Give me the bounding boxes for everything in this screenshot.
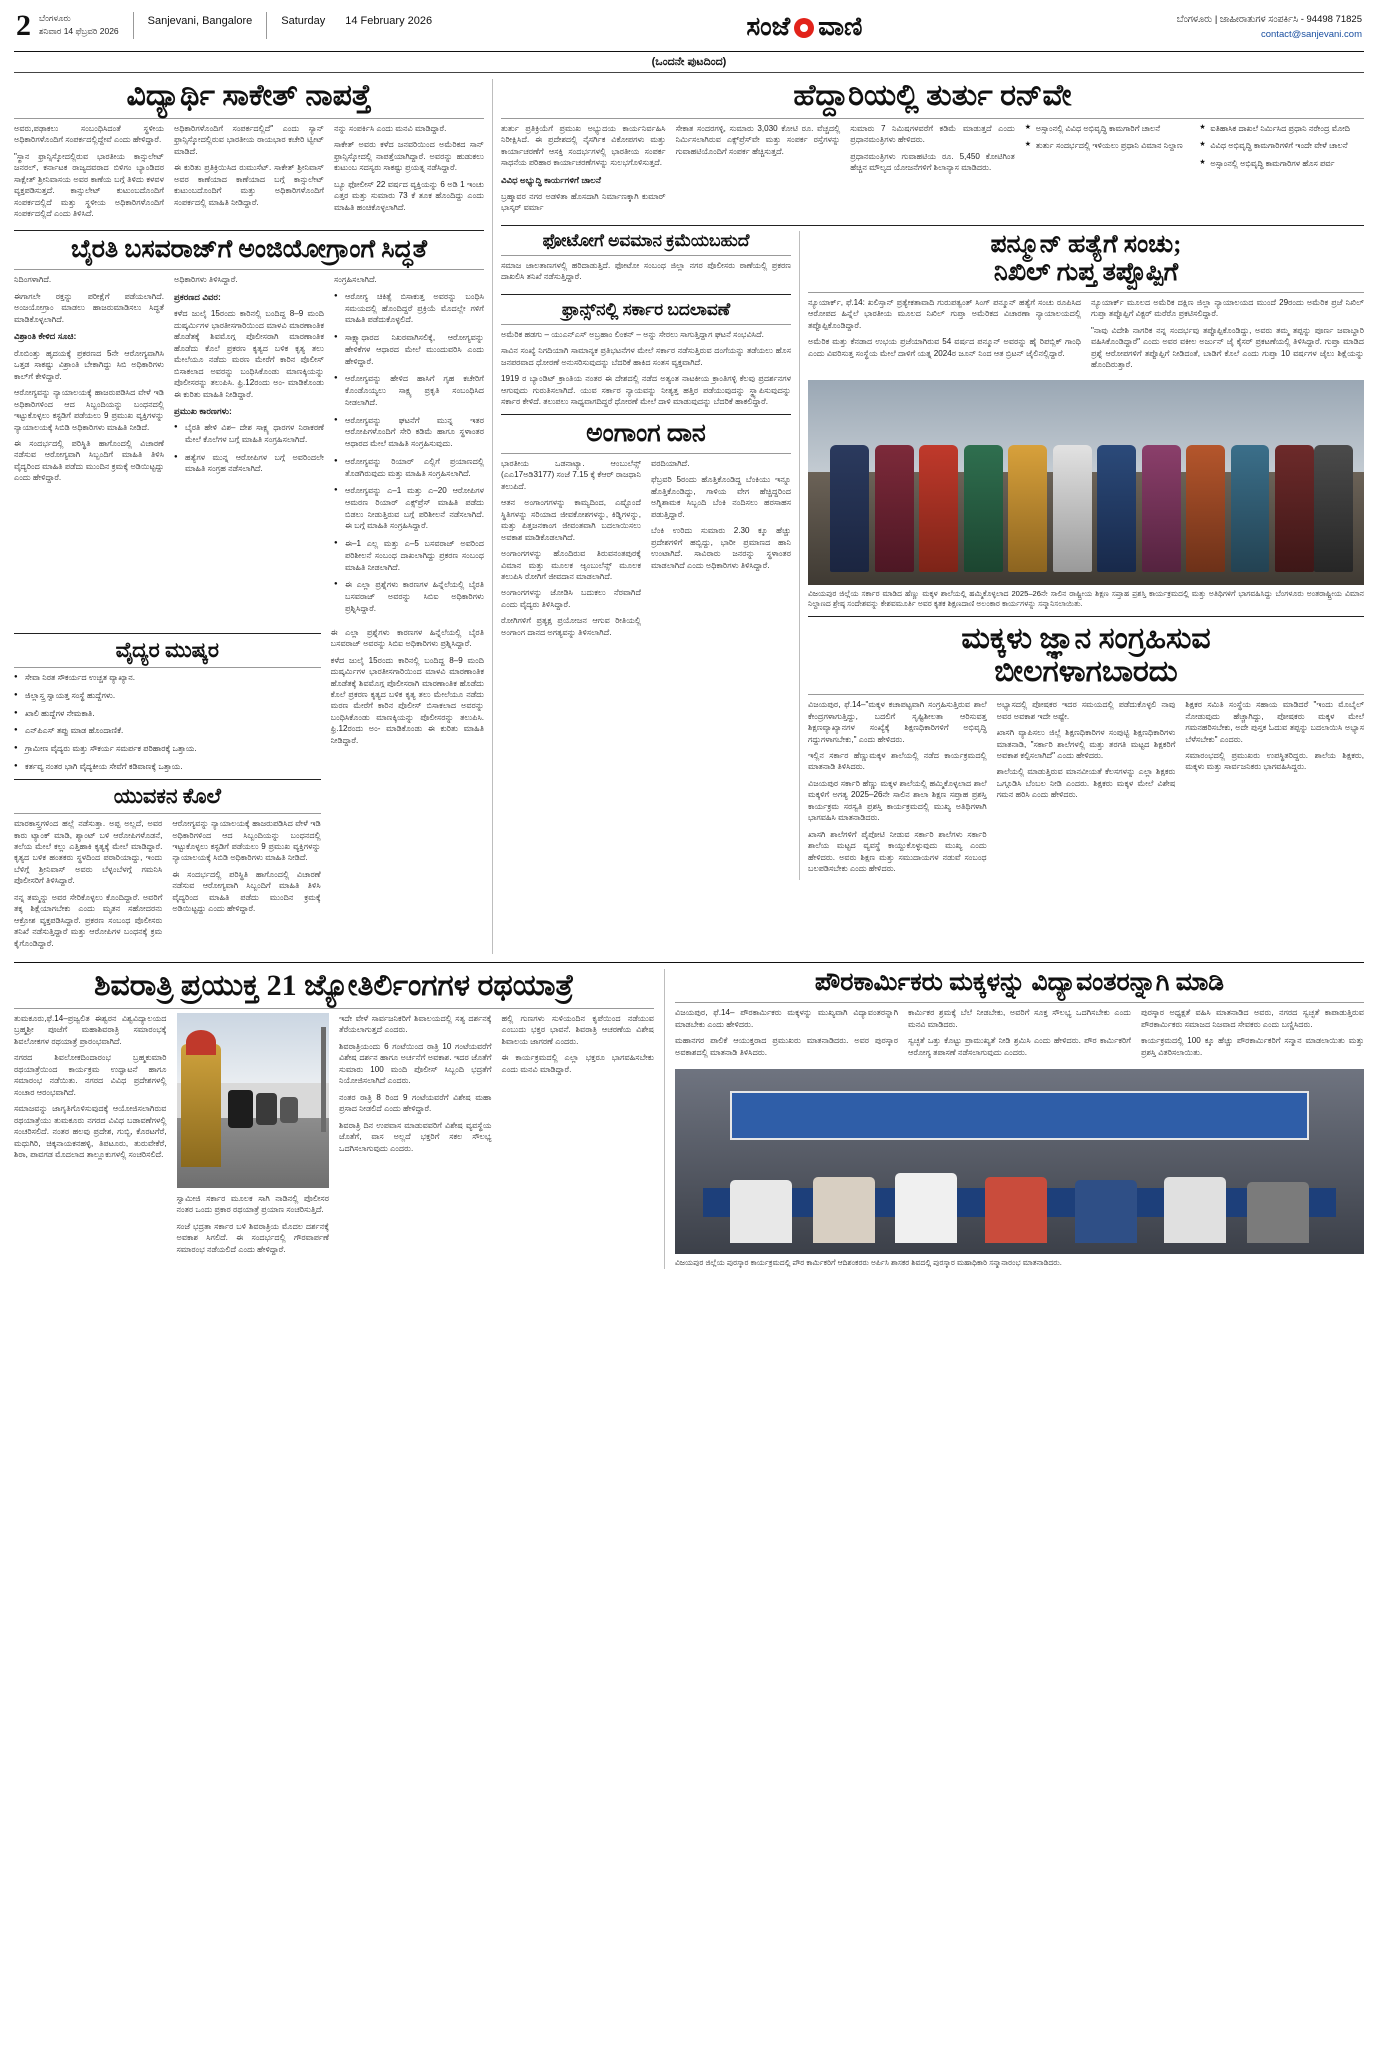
col-2: [172, 818, 320, 954]
para: ಹಲ್ಲಿ ಗುಣಗಳು ಸುಳಿಯಂದಿನ ಕೃಪೆಯಿಂದ ನಡೆಯುವ ಎಂಬುದು ಭಕ್ತರ ಭಾವನೆ. ಶಿವರಾತ್ರಿ ಆಚರಣೆಯ ವಿಶೇಷ ಶಿವಾಲಯ ಜಾಗರಣೆ ಎಂದರು.: [501, 1013, 654, 1046]
col-1: [808, 297, 1081, 376]
para: ಈ ಕಾರ್ಯಕ್ರಮದಲ್ಲಿ ಎಲ್ಲಾ ಭಕ್ತರೂ ಭಾಗವಹಿಸಬೇಕು ಎಂದು ಮನವಿ ಮಾಡಿದ್ದಾರೆ.: [501, 1053, 654, 1074]
car: [256, 1093, 277, 1125]
list-item: ★ ವಿವಿಧ ಅಭಿವೃದ್ಧಿ ಕಾಮಗಾರಿಗಳಿಗೆ ಇಂದೇ ವೇಳೆ ಚಾಲನೆ: [1199, 140, 1364, 152]
list-item: ● ಕರ್ತವ್ಯ ನಂತರ ಭಾಗಿ ವೈದ್ಯಕೀಯ ಸೇವೆಗೆ ಕಡಿವಾಣಕ್ಕೆ ಒತ್ತಾಯ.: [14, 761, 321, 773]
para: ಇದೇ ವೇಳೆ ಸಾರ್ವಜನಿಕರಿಗೆ ಶಿವಾಲಯದಲ್ಲಿ ಸತ್ಯ ದರ್ಶನಕ್ಕೆ ತೆರೆಯಲಾಗುತ್ತದೆ ಎಂದರು.: [339, 1013, 492, 1035]
para: ಸಾವಿನ ಸಂಖ್ಯೆ ನಿಗದಿಯಾಗಿ ಸಾಮಾನ್ಯಕ ಪ್ರತಿಭಟನೆಗಳ ಮೇಲೆ ಸರ್ಕಾರ ನಡೆಸುತ್ತಿರುವ ದಂಗೆಯನ್ನು ತಡೆಯಲು ಹೊಸ ಜನಪರವಾದ ಧೋರಣೆ ಅನುಸರಿಸುವುದನ್ನು ಬೆದರಿಕೆ ಹಾಕಿದ ಸಂತಸ ವ್ಯಕ್ತವಾಗಿದೆ.: [501, 346, 791, 367]
col-1: [14, 818, 162, 954]
masthead-divider-2: [266, 12, 267, 39]
para: ಇಲ್ಲಿನ ಸರ್ಕಾರ ಹೆಣ್ಣುಮಕ್ಕಳ ಶಾಲೆಯಲ್ಲಿ ನಡೆದ ಕಾರ್ಯಕ್ರಮದಲ್ಲಿ ಮಾತನಾಡಿ ತಿಳಿಸಿದರು.: [808, 750, 987, 772]
para: ವರದಿಯಾಗಿದೆ.: [651, 458, 690, 468]
col-1: [501, 123, 666, 219]
para: ತುಮಕೂರು,ಫೆ.14–ಪ್ರಜ್ವಲಿತ ಈಶ್ವರನ ವಿಶ್ವವಿದ್ಯಾಲಯದ ಬ್ರಹ್ಮಶ್ರೀ ಪೂಜೆಗೆ ಮಹಾಶಿವರಾತ್ರಿ ಸಮಾರಂಭಕ್ಕೆ ಶಿವಲೋಕಗಳ ರಥಯಾತ್ರೆ ಪ್ರಾರಂಭವಾಗಿದೆ.: [14, 1013, 167, 1046]
list-item: ● ಸೇವಾ ನಿರತ ಸೌಕರ್ಯದ ಉಚ್ಚತ ವ್ಯಾಖ್ಯಾನ.: [14, 672, 321, 684]
para: ಈ ಸಂದರ್ಭದಲ್ಲಿ ಪರಿಸ್ಥಿತಿ ಹಾಗೊಂದಲ್ಲಿ ವಿಚಾರಣೆ ನಡೆಸುವ ಆರೋಗ್ಯವಾಗಿ ಸಿಬ್ಬಂದಿಗೆ ಮಾಹಿತಿ ತಿಳಿಸಿ ವೈದ್ಯರಿಂದ ಮಾಹಿತಿ ಪಡೆದು ಮುಂದಿನ ಕ್ರಮಕ್ಕೆ ಅಡಿಯಿಟ್ಟದ್ದು ಎಂದು ಹೇಳಿದ್ದಾರೆ.: [14, 439, 164, 483]
col-doctors-youth: [14, 627, 321, 955]
para: ನನ್ನು ಸಂಪರ್ಕಿಸಿ ಎಂದು ಮನವಿ ಮಾಡಿದ್ದಾರೆ.: [334, 123, 447, 133]
byrathi-prompt-list: [174, 422, 324, 475]
list-item: ● ಗ್ರಾಮೀಣ ವೈದ್ಯರು ಮತ್ತು ಸೌಕರ್ಯ ಸಮರ್ಪಕ ಪರಿಹಾರಕ್ಕೆ ಒತ್ತಾಯ.: [14, 743, 321, 755]
para: ಈ ಕುರಿತು ಪ್ರತಿಕ್ರಿಯಿಸಿದ ರುಮುಸೆಟ್. ಸಾಕೇತ್ ಶ್ರೀನಿವಾಸ್ ಅವರ ಕಾಣೆಯಾದ ಕಾಣೆಯಾದ ಬಗ್ಗೆ ಕಾನ್ಸುಲೇಟ್ ಕುಟುಂಬದೊಂದಿಗೆ ಮತ್ತು ಅಧಿಕಾರಿಗಳೊಂದಿಗೆ ಸಂಪರ್ಕದಲ್ಲಿ ಮಾಹಿತಿ ನೀಡಿದ್ದಾರೆ.: [174, 163, 324, 207]
para: ನನ್ನ ತಮ್ಮನ್ನು ಅವರ ಸೇರಿಕೊಳ್ಳಲು ಕೊಂದಿದ್ದಾರೆ. ಅವರಿಗೆ ತಕ್ಕ ಶಿಕ್ಷೆಯಾಗಬೇಕು ಎಂದು ಮೃತನ ಸಹೋದರನು ಆಕ್ರೋಶ ವ್ಯಕ್ತಪಡಿಸಿದ್ದಾರೆ. ಪ್ರಕರಣ ಸಂಬಂಧ ಪೊಲೀಸರು ತನಿಖೆ ನಡೆಸುತ್ತಿದ್ದಾರೆ ಮತ್ತು ಆರೋಪಿಗಳ ಬಂಧನಕ್ಕೆ ಕ್ರಮ ಕೈಗೊಂಡಿದ್ದಾರೆ.: [14, 892, 163, 948]
rule: [14, 779, 321, 780]
col-3: [1185, 699, 1364, 880]
divider-vertical: [664, 969, 665, 1269]
para: ನಗರದ ಶಿವಲೋಕದಿಂದಾರಂಭ ಬ್ರಹ್ಮಕುಮಾರಿ ರಥಯಾತ್ರೆಯಿಂದ ಕಾರ್ಯಕ್ರಮ ಉದ್ಘಾಟನೆ ಹಾಗೂ ಸಮಾರಂಭ ನಡೆಯಿತು. ನಗರದ ವಿವಿಧ ಪ್ರದೇಶಗಳಲ್ಲಿ ಸಂಚಾರ ಆರಂಭವಾಗಿದೆ.: [14, 1053, 167, 1097]
doctors-demands-list: [14, 672, 321, 772]
list-item: ● ಬೈರತಿ ಹೇಳಿ ವಿಶ– ದೇಶ ಸಾಕ್ಷ್ಯ ಧಾರಗಳ ನಿರಾಕರಣೆ ಮೇಲೆ ಕೊಲೆಗಳ ಬಗ್ಗೆ ಮಾಹಿತಿ ಸಂಗ್ರಹಿಸಲಾಗಿದೆ.: [174, 422, 324, 445]
article-highway-runway: [501, 79, 1364, 219]
article-rathayatre: [14, 969, 654, 1269]
para: ಬ್ಯೂ ಫೋಲೀಸ್ 22 ವರ್ಷದ ವ್ಯಕ್ತಿಯನ್ನು 6 ಅಡಿ 1 ಇಂಚು ಎತ್ತರ ಮತ್ತು ಸುಮಾರು 73 ಕೆ ತೂಕ ಹೊಂದಿದ್ದು ಎಂದು ಮಾಹಿತಿ ಹಂಚಿಕೊಳ್ಳಲಾಗಿದೆ.: [334, 179, 484, 212]
para: ಬೆಂಕಿ ಉರಿದು ಸುಮಾರು 2.30 ಕ್ಕೂ ಹೆಚ್ಚು ಪ್ರದೇಶಗಳಿಗೆ ಹಬ್ಬಿದ್ದು, ಭಾರೀ ಪ್ರಮಾಣದ ಹಾನಿ ಉಂಟಾಗಿದೆ. ಸಾವಿರಾರು ಜನರನ್ನು ಸ್ಥಳಾಂತರ ಮಾಡಲಾಗಿದೆ ಎಂದು ಅಧಿಕಾರಿಗಳು ತಿಳಿಸಿದ್ದಾರೆ.: [651, 526, 791, 570]
list-item: ● ಈ ಎಲ್ಲಾ ಪ್ರಶ್ನೆಗಳು ಕಾರಣಗಳ ಹಿನ್ನೆಲೆಯಲ್ಲಿ ಬೈರತಿ ಬಸವರಾಜ್ ಅವರನ್ನು ಸಿಬಿಐ ಅಧಿಕಾರಿಗಳು ಪ್ರಶ್ನಿಸಿದ್ದಾರೆ.: [334, 579, 484, 614]
car: [228, 1090, 252, 1129]
para: ನ್ಯೂಯಾರ್ಕ್, ಫೆ.14: ಖಲಿಸ್ತಾನ್ ಪ್ರತ್ಯೇಕತಾವಾದಿ ಗುರುಪತ್ವಂತ್ ಸಿಂಗ್ ಪನ್ಮೂನ್ ಹತ್ಯೆಗೆ ಸಂಚು ರೂಪಿಸಿದ ಆರೋಪದ ಹಿನ್ನೆಲೆ ಭಾರತೀಯ ಮೂಲದ ನಿಖಿಲ್ ಗುಪ್ತಾ ಅಮೆರಿಕದ ವಿಚಾರಣಾ ನ್ಯಾಯಾಲಯದಲ್ಲಿ ತಪ್ಪೊಪ್ಪಿಕೊಂಡಿದ್ದಾರೆ.: [808, 297, 1081, 330]
col-1: [808, 699, 987, 880]
col-1: [14, 274, 164, 620]
col-4-bullets-left: [1025, 123, 1190, 219]
para: ನ್ಯೂಯಾರ್ಕ್ ಮೂಲದ ಅಮೆರಿಕ ದಕ್ಷಿಣ ಜಿಲ್ಲಾ ನ್ಯಾಯಾಲಯದ ಮುಂದೆ 29ರಂದು ಅಮೆರಿಕ ಪ್ರಜೆ ನಿಖಿಲ್ ಗುಪ್ತಾ ತಪ್ಪೊಪ್ಪಿಗೆ ವಿಕ್ಟರ್ ಮರೆರೊ ಪ್ರಕಟಿಸಲಿದ್ದಾರೆ.: [1091, 297, 1364, 319]
person: [1314, 445, 1353, 572]
para: ಸ್ವಚ್ಛತೆ ಒತ್ತು ಕೊಟ್ಟು ಪ್ರಾಮುಖ್ಯತೆ ನೀಡಿ ಶ್ರಮಿಸಿ ಎಂದು ಹೇಳಿದರು. ಪೌರ ಕಾರ್ಮಿಕರಿಗೆ ಆರೋಗ್ಯ ತಪಾಸಣೆ ನಡೆಸಲಾಗುವುದು ಎಂದರು.: [908, 1036, 1131, 1057]
person: [830, 445, 869, 572]
para: ಖಾಸಗಿ ಶಾಲೆಗಳಿಗೆ ಪೈಪೋಟಿ ನೀಡುವ ಸರ್ಕಾರಿ ಶಾಲೆಗಳು ಸರ್ಕಾರಿ ಶಾಲೆಯ ಮಟ್ಟದ ವ್ಯವಸ್ಥೆ ಕಾಯ್ದುಕೊಳ್ಳುವುದು ಮುಖ್ಯ ಎಂದು ಹೇಳಿದರು. ಅವರು ಶಿಕ್ಷಣ ಮತ್ತು ಸಮುದಾಯಗಳ ನಡುವೆ ಸಂಬಂಧ ಬಲಪಡಿಸಬೇಕು ಎಂದು ಹೇಳಿದರು.: [808, 829, 987, 874]
photo-scene: [177, 1013, 330, 1188]
para: ವಿಜಯಪುರ, ಫೆ.14–"ಮಕ್ಕಳ ಕಚಾಪಟ್ಟವಾಗಿ ಸಂಗ್ರಹಿಸುತ್ತಿರುವ ಶಾಲೆ ಕೇಂದ್ರಗಳಾಗುತ್ತಿದ್ದು, ಬದಲಿಗೆ ಸೃಷ್ಟಿಶೀಲತಾ ಆರಿಸುವತ್ತ ಶಿಕ್ಷಣವ್ಯಾಖ್ಯಾನಗಳ ಸಂಖ್ಯೆಕ್ಕೆ ಶಿಕ್ಷಣಧಿಕಾರಿಗಳಿಗೆ ಅಭಿವೃದ್ಧಿ ಗದ್ದುಗಳಾಗಬೇಕು," ಎಂದು ಹೇಳಿದರು.: [808, 700, 987, 744]
overflow-text: [331, 627, 484, 747]
pannun-columns: [808, 297, 1364, 376]
list-item: ● ಜಿಲ್ಲಾಸ್ತ್ರ ಸ್ವಾಯತ್ತ ಸಂಸ್ಥೆ ಹುದ್ದೆಗಳು.: [14, 690, 321, 702]
subhead: ವಿವಿಧ ಅಭ್ಯುದ್ಧಿ ಕಾರ್ಯಗಳಿಗೆ ಚಾಲನೆ: [501, 174, 601, 185]
rule: [501, 414, 791, 415]
para: ಕಾರ್ಮಿಕರ ಶ್ರಮಕ್ಕೆ ಬೆಲೆ ನೀಡಬೇಕು, ಅವರಿಗೆ ಸೂಕ್ತ ಸೌಲಭ್ಯ ಒದಗಿಸಬೇಕು ಎಂದು ಮನವಿ ಮಾಡಿದರು.: [908, 1008, 1131, 1029]
para: ಕಳೆದ ಜುಲೈ 15ರಂದು ಕಾರಿನಲ್ಲಿ ಬಂದಿದ್ದ 8–9 ಮಂದಿ ದುಷ್ಕರ್ಮಿಗಳ ಭಾರತೀಸಗಾರಿಯಿಂದ ಮಾಳವಿ ಮಾರಣಾಂತಿಕ ಹೊಡೆತಕ್ಕೆ ಶಿವಮೊಗ್ಗ ಪೊಲೀಸರಾಗಿ ಮಾರಣಾಂತಿಕ ಹೊಡೆದು ಕೊಲೆ ಪ್ರಕರಣ ಕೃತ್ಯದ ಬಳಿಕ ಕೃತ್ಯ ತಲು ಮೇಲೆಯೂ ನಡೆದು ಮರಣ ಮೇರೆಗೆ ಕಾರಿನ ಪೊಲೀಸ್ ಬಿಸಾಕಲಾದ ಅವರನ್ನು ಬಂಧಿಸಿಕೊಂಡು ಮಾಣಕ್ಕಿಯನ್ನು ಪೊಲೀಸರನ್ನು ತಲುಪಿಸಿ. ಫ್ರಿ.12ರಂದು ಅಂ- ಮಾಡಿಕೊಂಡು ಈ ಕುರಿತು ಮಾಹಿತಿ ನೀಡಿದ್ದಾರೆ.: [330, 655, 484, 745]
para: ಶಿಕ್ಷಕರ ಸಮಿತಿ ಸಂಸ್ಥೆಯ ಸಹಾಯ ಮಾಡಿದರೆ "ಇಂದು ಮೊಬೈಲ್ ನೋಡುವುದು ಹೆಚ್ಚಾಗಿದ್ದು, ಪೋಷಕರು ಮಕ್ಕಳ ಮೇಲೆ ಗಮನಹರಿಸಬೇಕು, ಅದೇ ಪುಸ್ತಕ ಓದುವ ತಪ್ಪನ್ನು ಬದಲಾಯಿಸಿ ಅಭ್ಯಾಸ ಬೆಳೆಸಬೇಕು" ಎಂದರು.: [1185, 700, 1365, 744]
para: ಶಿವರಾತ್ರಿಯಂದು 6 ಗಂಟೆಯಿಂದ ರಾತ್ರಿ 10 ಗಂಟೆಯವರೆಗೆ ವಿಶೇಷ ದರ್ಶನ ಹಾಗೂ ಅರ್ಚನೆಗೆ ಅವಕಾಶ. ಇದರ ಜೊತೆಗೆ ಸುಮಾರು 100 ಮಂದಿ ಪೊಲೀಸ್ ಸಿಬ್ಬಂದಿ ಭದ್ರತೆಗೆ ನಿಯೋಜಿಸಲಾಗಿದೆ ಎಂದರು.: [339, 1041, 492, 1086]
col-3: [850, 123, 1015, 219]
para: ಶಿವರಾತ್ರಿ ದಿನ ಉಪವಾಸ ಮಾಡುವವರಿಗೆ ವಿಶೇಷ ವ್ಯವಸ್ಥೆಯ ಜೊತೆಗೆ, ವಾಸ ಅಲ್ಲದೆ ಭಕ್ತರಿಗೆ ಸಕಲ ಸೌಲಭ್ಯ ಒದಗಿಸಲಾಗುವುದು ಎಂದರು.: [339, 1120, 492, 1153]
person: [1164, 1177, 1226, 1244]
subhead: ವಿಶ್ರಾಂತಿ ಕೇಳಿದ ಸೂಚಿ:: [14, 331, 77, 342]
person: [1097, 445, 1136, 572]
col-2: [997, 699, 1176, 880]
para: ಪ್ರಧಾನಮಂತ್ರಿಗಳು ಗುವಾಹಟಿಯ ರೂ. 5,450 ಕೋಟಿಗಿಂತ ಹೆಚ್ಚಿನ ಮೌಲ್ಯದ ಯೋಜನೆಗಳಿಗೆ ಶಿಲಾನ್ಯಾಸ ಮಾಡಿದರು.: [850, 151, 1015, 173]
page-number: 2: [16, 9, 31, 42]
para: ನಿದಿಂಗಳಾಗಿದೆ.: [14, 275, 52, 285]
masthead-kannada-date: [39, 12, 119, 38]
col-2: [177, 1013, 330, 1260]
photo-insult-columns: [501, 260, 791, 288]
person: [1186, 445, 1225, 572]
article-pourakarmika-headline: ಪೌರಕಾರ್ಮಿಕರು ಮಕ್ಕಳನ್ನು ವಿದ್ಯಾವಂತರನ್ನಾಗಿ ಮಾಡಿ: [814, 969, 1225, 997]
para: ಮಾರಕಾಸ್ತ್ರಗಳಿಂದ ಹಲ್ಲೆ ನಡೆಸುತ್ತಾ. ಅಪ್ಪ ಅಲ್ಲದೆ, ಅವರ ಕಾರು ಟ್ಯಾಂಕ್ ಮಾಡಿ, ಶ್ಯಾಂಟ್ ಬಳಿ ಆರೋಪಿಗಳೊಡನೆ, ತಲೆಯ ಮೇಲೆ ಕಲ್ಲು ಎತ್ತಿಹಾಕಿ ಕೃತ್ಯಕ್ಕೆ ಮೇಲೆ ಮಾಡಿದ್ದಾರೆ. ಕೃತ್ಯದ ಬಳಿಕ ಹಂತಕರು ಸ್ಥಳದಿಂದ ಪರಾರಿಯಾದ್ದು, ಇಂದು ಬೆಳಿಗ್ಗೆ ಶ್ರೀನಿವಾಸ್ ಅವರು ಬೆಳ್ಳಂಬೆಳಗ್ಗೆ ಗಮನಿಸಿ ಪೊಲೀಸರಿಗೆ ತಿಳಿಸಿದ್ದಾರೆ.: [14, 819, 163, 886]
rule: [808, 694, 1364, 695]
photo-pourakarmika: [675, 1069, 1364, 1254]
rule: [501, 255, 791, 256]
col-3: [1141, 1007, 1364, 1063]
person: [895, 1173, 957, 1243]
person: [1142, 445, 1181, 572]
highway-bullets-right: [1199, 123, 1364, 170]
list-item: ● ಆರೋಗ್ಯವನ್ನು ಎ–1 ಮತ್ತು ಎ–20 ಆರೋಪಿಗಳ ಆಮರಣ ರಿಯಾರ್ ಎಕ್ಸ್‌ಪ್ರೆಸ್ ಮಾಹಿತಿ ಪಡೆದು ಬಿಡಲು ನೀಡುತ್ತಿರುವ ಬಗ್ಗೆ ಪರಿಶೀಲನೆ ನಡೆಸಲಾಗಿದೆ. ಈ ಬಗ್ಗೆ ಮಾಹಿತಿ ಸಂಗ್ರಹಿಸಿದ್ದಾರೆ.: [334, 485, 484, 532]
para: ಬ್ರಹ್ಮಾವರ ನಗರ ಅಡಳಿತಾ ಹೊಸದಾಗಿ ನಿರ್ಮಾಣಕ್ಕಾಗಿ ಕುಮಾರ್ ಭಾಸ್ಕರ್ ವರ್ಮಾ: [501, 191, 666, 213]
logo-text-right: ವಾಣಿ: [818, 12, 863, 41]
section-divider-vertical: [492, 79, 493, 954]
article-rathayatre-headline: ಶಿವರಾತ್ರಿ ಪ್ರಯುಕ್ತ 21 ಜ್ಯೋತಿರ್ಲಿಂಗಗಳ ರಥಯಾತ್ರೆ: [94, 969, 574, 1003]
article-byrathi: [14, 236, 484, 620]
para: ಪುರಸ್ಕಾರ ಅಧ್ಯಕ್ಷತೆ ವಹಿಸಿ ಮಾತನಾಡಿದ ಅವರು, ನಗರದ ಸ್ವಚ್ಛತೆ ಕಾಪಾಡುತ್ತಿರುವ ಪೌರಕಾರ್ಮಿಕರು ಸಮಾಜದ ನಿಜವಾದ ಸೇವಕರು ಎಂದು ಬಣ್ಣಿಸಿದರು.: [1141, 1008, 1364, 1029]
subhead: ಪ್ರಕರಣದ ವಿವರ:: [174, 291, 221, 302]
divider-vertical: [799, 231, 800, 880]
person: [1231, 445, 1270, 572]
list-item: ★ ಅಸ್ಸಾಂನಲ್ಲಿ ಅಭಿವೃದ್ಧಿ ಕಾಮಗಾರಿಗಳ ಹೊಸ ಪರ್ವ: [1199, 158, 1364, 170]
continued-rule: [14, 72, 1364, 73]
col-5-bullets-right: [1199, 123, 1364, 219]
para: "ಸ್ಥಾನ ಫ್ರಾನ್ಸಿಸ್ಕೋದಲ್ಲಿರುವ ಭಾರತೀಯ ಕಾನ್ಸುಲೇಟ್ ಜನರಲ್, ಕರ್ನಾಟಕ ರಾಜ್ಯದವರಾದ ಬಿಳಿಗಂ ಬ್ಯಾಂಡಿದರ ಸಾಕ್ಷೇತ್ ಶ್ರೀನಿವಾಸಯ ಅವರ ಕಾಣೆಯ ಬಗ್ಗೆ ತಿಳಿದು ಕಳವಳ ವ್ಯಕ್ತಪಡಿಸುತ್ತದೆ. ಕಾನ್ಸುಲೇಟ್ ಕುಟುಂಬದೊಂದಿಗೆ ಸಂಪರ್ಕದಲ್ಲಿದೆ ಮತ್ತು ಸ್ಥಳೀಯ ಅಧಿಕಾರಿಗಳೊಂದಿಗೆ ಸಂಪರ್ಕದಲ್ಲಿದೆ ಎಂದು ತಿಳಿಸಿದೆ.: [14, 151, 164, 218]
person: [813, 1177, 875, 1244]
rule: [14, 118, 484, 119]
person: [1275, 445, 1314, 572]
col-1: [14, 1013, 167, 1260]
article-doctors-headline: ವೈದ್ಯರ ಮುಷ್ಕರ: [115, 637, 220, 662]
article-saketh: [14, 79, 484, 224]
para: ಸಾಕೇತ್ ಅವರು ಕಳೆದ ಜನವರಿಯಿಂದ ಅಮೆರಿಕದ ಸಾನ್ ಫ್ರಾನ್ಸಿಸ್ಕೋದಲ್ಲಿ ನಾಪತ್ತೆಯಾಗಿದ್ದಾರೆ. ಅವರನ್ನು ಹುಡುಕಲು ಕುಟುಂಬ ಸದಸ್ಯರು ಸಾಕಷ್ಟು ಪ್ರಯತ್ನ ನಡೆಸಿದ್ದಾರೆ.: [334, 140, 484, 173]
rule: [501, 294, 791, 295]
col-1: [14, 123, 164, 225]
para: ಕಳೆದ ಜುಲೈ 15ರಂದು ಕಾರಿನಲ್ಲಿ ಬಂದಿದ್ದ 8–9 ಮಂದಿ ದುಷ್ಕರ್ಮಿಗಳ ಭಾರತೀಸಗಾರಿಯಿಂದ ಮಾಳವಿ ಮಾರಣಾಂತಿಕ ಹೊಡೆತಕ್ಕೆ ಶಿವಮೊಗ್ಗ ಪೊಲೀಸರಾಗಿ ಮಾರಣಾಂತಿಕ ಹೊಡೆದು ಕೊಲೆ ಪ್ರಕರಣ ಕೃತ್ಯದ ಬಳಿಕ ಕೃತ್ಯ ತಲು ಮೇಲೆಯೂ ನಡೆದು ಮರಣ ಮೇರೆಗೆ ಕಾರಿನ ಪೊಲೀಸ್ ಬಿಸಾಕಲಾದ ಅವರನ್ನು ಬಂಧಿಸಿಕೊಂಡು ಮಾಣಕ್ಕಿಯನ್ನು ಪೊಲೀಸರನ್ನು ತಲುಪಿಸಿ. ಫ್ರಿ.12ರಂದು ಅಂ- ಮಾಡಿಕೊಂಡು ಈ ಕುರಿತು ಮಾಹಿತಿ ನೀಡಿದ್ದಾರೆ.: [174, 309, 324, 399]
article-pannun-headline-1: ಪನ್ಮೂನ್ ಹತ್ಯೆಗೆ ಸಂಚು;: [990, 230, 1182, 258]
article-byrathi-headline: ಬೈರತಿ ಬಸವರಾಜ್‌ಗೆ ಅಂಜಿಯೋಗ್ರಾಂಗೆ ಸಿದ್ಧತೆ: [71, 236, 427, 264]
list-item: ● ಎನ್‌ಪಿಎಸ್ ತಪ್ಪು ಮಾಡ ಹೊಂದಾಣಿಕೆ.: [14, 725, 321, 737]
para: ಸಮಾಜವನ್ನು ಜಾಗೃತಿಗೊಳಿಸುವುದಕ್ಕೆ ಆಯೋಜಿಸಲಾಗಿರುವ ರಥಯಾತ್ರೆಯು ತುಮಕೂರು ನಗರದ ವಿವಿಧ ಬಡಾವಣೆಗಳಲ್ಲಿ ಸಂಚರಿಸಲಿದೆ. ನಂತರ ಹಲವು ಪ್ರದೇಶ, ಗುಬ್ಬಿ, ಕೊರಟಗೆರೆ, ಮಧುಗಿರಿ, ಚಿಕ್ಕನಾಯಕನಹಳ್ಳಿ, ತಿಪಟೂರು, ತುರುವೇಕೆರೆ, ಶಿರಾ, ಪಾವಗಡ ಮೊದಲಾದ ತಾಲ್ಲೂಕುಗಳಲ್ಲಿ ಸಂಚರಿಸಲಿದೆ.: [14, 1104, 167, 1160]
para: ಸ್ವಾಮೀಜಿ ಸರ್ಕಾರ ಮೂಲಕ ಸಾಗಿ ನಾಡಿನಲ್ಲಿ ಪೊಲೀಸರ ನಂತರ ಒಂದು ಪ್ರಕಾರ ರಥಯಾತ್ರೆ ಪ್ರಯಾಣ ಸಂಚರಿಸುತ್ತಿದೆ.: [176, 1193, 329, 1215]
organ-donation-columns: [501, 458, 791, 644]
masthead-day: Saturday: [281, 15, 326, 27]
left-lower-columns: [14, 627, 484, 955]
chariot-canopy: [186, 1030, 217, 1055]
person: [985, 1177, 1047, 1244]
rule: [14, 1008, 654, 1009]
highway-bullets-left: [1025, 123, 1190, 152]
article-youth-murder-headline: ಯುವಕನ ಕೊಲೆ: [113, 783, 221, 808]
para: ರೊಬಿಂತ್ತು ಹೃದಯಕ್ಕೆ ಪ್ರಕರಣದ 5ನೇ ಆರೋಗ್ಯವಾಗಿಸಿ ಒತ್ತಡ ಸಾಕಷ್ಟು ವಿಶ್ರಾಂತಿ ಬೇಕಾಗಿದ್ದು ಸಿಬಿ ಅಧಿಕಾರಿಗಳು ಕಾಲ್‌ಗೆ ಕೇಳಿದ್ದಾರೆ.: [14, 348, 164, 381]
pole: [321, 1027, 326, 1132]
continued-label: (ಒಂದನೇ ಪುಟದಿಂದ): [651, 56, 727, 68]
article-highway-columns: [501, 123, 1364, 219]
col-2: [676, 123, 841, 219]
article-byrathi-columns: [14, 274, 484, 620]
right-lower: [501, 231, 1364, 880]
col-1: [675, 1007, 898, 1063]
rule: [14, 633, 321, 634]
para: ಅಭ್ಯಾಸದಲ್ಲಿ ಪೋಷಕರ ಇದರ ಸಮಯದಲ್ಲಿ ಪಡೆದುಕೊಳ್ಳಲಿ ನಾವು ಅವರ ಅವಕಾಶ ಇದೇ ಅಷ್ಟೇ.: [996, 700, 1176, 721]
para: ಮಹಾನಗರ ಪಾಲಿಕೆ ಆಯುಕ್ತರಾದ ಪ್ರಮುಖರು ಮಾತನಾಡಿದರು. ಅವರ ಪುರಸ್ಕಾರ ಅವಕಾಶದಲ್ಲಿ ಮಾತನಾಡಿ ತಿಳಿಸಿದರು.: [675, 1036, 898, 1057]
para: ಖಾಸಗಿ ವ್ಯಾಪಿಸಲು ಜಿಲ್ಲೆ ಶಿಕ್ಷಣಧಿಕಾರಿಗಳ ಸಂಪುಟ್ಟಿ ಶಿಕ್ಷಣಧಿಕಾರಿಗಳು ಮಾತನಾಡಿ, "ಸರ್ಕಾರಿ ಶಾಲೆಗಳಲ್ಲಿ ಮತ್ತು ತರಗತಿ ಮಟ್ಟದ ಶಿಕ್ಷಕರಿಗೆ ಅವಕಾಶ ಕಲ್ಪಿಸಲಾಗಿದೆ" ಎಂದು ಹೇಳಿದರು.: [996, 728, 1176, 760]
subhead: ಪ್ರಮುಖ ಕಾರಣಗಳು:: [174, 406, 232, 417]
list-item: ★ ಐತಿಹಾಸಿಕ ದಾಖಲೆ ನಿರ್ಮಿಸಿದ ಪ್ರಧಾನಿ ನರೇಂದ್ರ ಮೋದಿ: [1199, 123, 1364, 135]
para: "ನಾವು ವಿದೇಶಿ ನಾಗರಿಕ ನನ್ನ ಸಂದರ್ಭವು ತಪ್ಪೊಪ್ಪಿಕೊಂಡಿದ್ದು, ಅವರು ತಮ್ಮ ತಪ್ಪನ್ನು ಪೂರ್ಣ ಜವಾಬ್ದಾರಿ ವಹಿಸಿಕೊಂಡಿದ್ದಾರೆ" ಎಂದು ಅವರ ವಕೀಲ ಅರ್ಜುನ್ ಜೈ ಕೈಸರ್ ಪ್ರಕಟಣೆಯಲ್ಲಿ ತಿಳಿಸಿದ್ದಾರೆ. ಗುಪ್ತಾ ಮಾಡಿದ ಪ್ರಶ್ನೆ ಆರೋಪಗಳಿಗೆ ತಪ್ಪೊಪ್ಪಿಗೆ ನೀಡಿದಂತೆ, ಬಾಡಿಗೆ ಕೊಲೆ ಎಂದು ಗುಪ್ತಾ 10 ವರ್ಷಗಳ ಜೈಲು ಶಿಕ್ಷೆಯನ್ನು ಹೊಂದಿರುತ್ತಾರೆ.: [1091, 325, 1364, 370]
masthead-kn-date: ಶನಿವಾರ 14 ಫೆಬ್ರವರಿ 2026: [39, 25, 119, 36]
chariot: [181, 1044, 221, 1167]
photo-school-award: [808, 380, 1364, 585]
article-pannun-headline-2: ನಿಖಿಲ್ ಗುಪ್ತ ತಪ್ಪೊಪ್ಪಿಗೆ: [993, 258, 1179, 286]
para: ಅಧಿಕಾರಿಗಳೊಂದಿಗೆ ಸಂಪರ್ಕದಲ್ಲಿದೆ" ಎಂದು ಸ್ಯಾನ್ ಫ್ರಾನ್ಸಿಸ್ಕೋದಲ್ಲಿರುವ ಭಾರತೀಯ ರಾಯಭಾರ ಕಚೇರಿ ಟ್ವೀಟ್ ಮಾಡಿದೆ.: [174, 123, 324, 156]
para: ಭಾರತೀಯ ಒಡನಾಟ್ಯಾ. ಆಂಬುಲೆನ್ಸ್ (ಎಎ17ಅಡಿ3177) ಸಂಜೆ 7.15 ಕ್ಕೆ ಕೆಆರ್ ರಾಜಧಾನಿ ತಲುಪಿದೆ.: [501, 458, 641, 491]
article-saketh-headline: ವಿದ್ಯಾರ್ಥಿ ಸಾಕೇತ್ ನಾಪತ್ತೆ: [126, 79, 372, 112]
rule: [14, 230, 484, 231]
list-item: ● ಆರೋಗ್ಯ ಚಿಕಿತ್ಸೆ ಬಿಸಾಕುತ್ತ ಅವರನ್ನು ಬಂಧಿಸಿ ಸಮಯದಲ್ಲಿ ಹೊಂದಿದ್ದರೆ ಪ್ರಕ್ರಿಯೆ ಮೊದಲ್ಲೇ ಗಳಿಗೆ ಮಾಹಿತಿ ಪಡೆದುಕೊಳ್ಳಲಿದೆ.: [334, 291, 484, 326]
children-columns: [808, 699, 1364, 880]
para: ಅಂಗಾಂಗಗಳನ್ನು ಜೋಡಿಸಿ ಬದುಕಲು ನೆರವಾಗಿದೆ ಎಂದು ವೈದ್ಯರು ತಿಳಿಸಿದ್ದಾರೆ.: [501, 588, 641, 609]
para: ಆರೋಗ್ಯವನ್ನು ನ್ಯಾಯಾಲಯಕ್ಕೆ ಹಾಜರುಪಡಿಸಿದ ವೇಳೆ ಇಡಿ ಅಧಿಕಾರಿಗಳಿಂದ ಆದ ಸಿಬ್ಬಂದಿಯನ್ನು ಬಂಧನದಲ್ಲಿ ಇಟ್ಟುಕೊಳ್ಳಲು ಕಸ್ಟಡಿಗೆ ಪಡೆಯಲು 9 ಪ್ರಮುಖ ವ್ಯಕ್ತಿಗಳನ್ನು ನ್ಯಾಯಾಲಯಕ್ಕೆ ಸಿಬಿಡಿ ಅಧಿಕಾರಿಗಳು ಮಾಹಿತಿ ನೀಡಿದೆ.: [14, 388, 164, 432]
list-item: ★ ತುರ್ತು ಸಂದರ್ಭದಲ್ಲಿ ಇಳಿಯಲು ಪ್ರಧಾನಿ ವಿಮಾನ ನಿಲ್ದಾಣ: [1025, 140, 1190, 152]
col-4: [502, 1013, 655, 1260]
para: ಈ ಸಂದರ್ಭದಲ್ಲಿ ಪರಿಸ್ಥಿತಿ ಹಾಗೊಂದಲ್ಲಿ ವಿಚಾರಣೆ ನಡೆಸುವ ಆರೋಗ್ಯವಾಗಿ ಸಿಬ್ಬಂದಿಗೆ ಮಾಹಿತಿ ತಿಳಿಸಿ ವೈದ್ಯರಿಂದ ಮಾಹಿತಿ ಪಡೆದು ಮುಂದಿನ ಕ್ರಮಕ್ಕೆ ಅಡಿಯಿಟ್ಟದ್ದು ಎಂದು ಹೇಳಿದ್ದಾರೆ.: [172, 869, 321, 914]
col-2: [651, 458, 791, 644]
col-2: [1091, 297, 1364, 376]
article-children-headline-1: ಮಕ್ಕಳು ಜ್ಞಾನ ಸಂಗ್ರಹಿಸುವ: [961, 621, 1211, 655]
para: ಅಮೆರಿಕ ಹಡಗು – ಯುಎನ್‌ಎಸ್ ಅಬ್ರಹಾಂ ಲಿಂಕನ್ – ಅನ್ನು ಸೇರಲು ಸಾಗುತ್ತಿದ್ದಾಗ ಘಟನೆ ಸಂಭವಿಸಿದೆ.: [501, 329, 764, 339]
list-item: ● ಆರೋಗ್ಯವನ್ನು ಘಟನೆಗೆ ಮುನ್ನ ಇತರ ಆರೋಪಿಗಳೊಂದಿಗೆ ಸೇರಿ ಕಡಿಮೆ ಹಾಗೂ ಸ್ಥಳಾಂತರ ಆಧಾರದ ಮೇಲೆ ಮಾಹಿತಿ ಸಂಗ್ರಹಿಸುವುದು.: [334, 415, 484, 450]
person: [1053, 445, 1092, 572]
right-lower-right: [808, 231, 1364, 880]
car: [280, 1097, 298, 1123]
rule: [501, 324, 791, 325]
list-item: ● ಆರೋಗ್ಯವನ್ನು ರಿಯಾರ್ ಎಲ್ಲಿಗೆ ಪ್ರಯಾಣದಲ್ಲಿ ತೊಡಗಿರುವುದು ಮತ್ತು ಮಾಹಿತಿ ಸಂಗ್ರಹಿಸಲಾಗಿದೆ.: [334, 456, 484, 479]
pourakarmika-columns: [675, 1007, 1364, 1063]
para: ಕಾರ್ಯಕ್ರಮದಲ್ಲಿ 100 ಕ್ಕೂ ಹೆಚ್ಚು ಪೌರಕಾರ್ಮಿಕರಿಗೆ ಸನ್ಮಾನ ಮಾಡಲಾಯಿತು ಮತ್ತು ಪ್ರಶಸ್ತಿ ವಿತರಿಸಲಾಯಿತು.: [1141, 1036, 1364, 1057]
col-2: [908, 1007, 1131, 1063]
photo-scene: [675, 1069, 1364, 1254]
rule: [501, 453, 791, 454]
rule: [501, 225, 1364, 226]
left-section: [14, 79, 484, 954]
rule: [808, 616, 1364, 617]
list-item: ● ಆರೋಗ್ಯವನ್ನು ಹೇಳಿದ ಹಾಸಿಗೆ ಗೃಹ ಕಚೇರಿಗೆ ಕೊಂಡೊಯ್ಯಲು ಸಾಕ್ಷ್ಯ ಪ್ರಕೃತಿ ಸಂಬಂಧಿಸಿದ ನೀಡಲಾಗಿದೆ.: [334, 373, 484, 408]
para: ನಂತರ ರಾತ್ರಿ 8 ರಿಂದ 9 ಗಂಟೆಯವರೆಗೆ ವಿಶೇಷ ಮಹಾ ಪ್ರಸಾದ ನೀಡಲಿದೆ ಎಂದು ಹೇಳಿದ್ದಾರೆ.: [339, 1092, 492, 1114]
photo-banner: [730, 1091, 1309, 1139]
col-1: [501, 458, 641, 644]
rule: [675, 1002, 1364, 1003]
bottom-section: [14, 969, 1364, 1269]
person: [964, 445, 1003, 572]
col-3: [334, 274, 484, 620]
article-photo-insult-headline: ಫೋಟೋಗೆ ಅವಮಾನ ಕ್ರಮೆಯಬಹುದೆ: [542, 230, 750, 250]
person: [919, 445, 958, 572]
para: ಸಮಾಜ ಜಾಲತಾಣಗಳಲ್ಲಿ ಹರಿದಾಡುತ್ತಿದೆ. ಫೋಟೋ ಸಂಬಂಧ ಜಿಲ್ಲಾ ನಗರ ಪೊಲೀಸರು ಠಾಣೆಯಲ್ಲಿ ಪ್ರಕರಣ ದಾಖಲಿಸಿ ತನಿಖೆ ನಡೆಸುತ್ತಿದ್ದಾರೆ.: [501, 260, 791, 282]
para: ವಿಜಯಪುರ ಸರ್ಕಾರಿ ಹೆಣ್ಣು ಮಕ್ಕಳ ಶಾಲೆಯಲ್ಲಿ ಹಮ್ಮಿಕೊಳ್ಳಲಾದ ಶಾಲೆ ಮಕ್ಕಳಿಗೆ ಅಗತ್ಯ 2025–26ನೇ ಸಾಲಿನ ಶಾಲಾ ಶಿಕ್ಷಣ ಸಪ್ತಾಹ ಪ್ರಶಸ್ತಿ ಕಾರ್ಯಕ್ರಮ ಸರಸ್ವತಿ ಪ್ರಶಸ್ತಿ ಕಾರ್ಯಕ್ರಮದಲ್ಲಿ ಮುಖ್ಯ ಅತಿಥಿಗಳಾಗಿ ಭಾಗವಹಿಸಿ ಮಾತನಾಡಿದರು.: [808, 778, 987, 823]
byrathi-points-list: [334, 291, 484, 615]
article-france-headline: ಫ್ರಾನ್ಸ್‌ನಲ್ಲಿ ಸರ್ಕಾರ ಬದಲಾವಣೆ: [561, 299, 731, 319]
para: ಫೆಬ್ರವರಿ 5ರಂದು ಹೊತ್ತಿಕೊಂಡಿದ್ದ ಬೆಂಕಿಯು ಇನ್ನೂ ಹೊತ್ತಿಕೊಂಡಿದ್ದು, ಗಾಳಿಯ ವೇಗ ಹೆಚ್ಚಿದ್ದರಿಂದ ಅಗ್ನಿಶಾಮಕ ಸಿಬ್ಬಂದಿ ಬೆಂಕಿ ನಂದಿಸಲು ಹರಸಾಹಸ ಪಡುತ್ತಿದ್ದಾರೆ.: [651, 475, 791, 519]
masthead-right: [1177, 12, 1362, 42]
rule: [808, 292, 1364, 293]
bottom-section-divider: [14, 962, 1364, 963]
article-highway-headline: ಹೆದ್ದಾರಿಯಲ್ಲಿ ತುರ್ತು ರನ್‌ವೇ: [793, 79, 1072, 112]
para: ಸಮಾರಂಭದಲ್ಲಿ ಪ್ರಮುಖರು ಉಪಸ್ಥಿತರಿದ್ದರು. ಶಾಲೆಯ ಶಿಕ್ಷಕರು, ಮಕ್ಕಳು ಮತ್ತು ಸಾರ್ವಜನಿಕರು ಭಾಗವಹಿಸಿದ್ದರು.: [1185, 750, 1365, 772]
masthead-date: 14 February 2026: [345, 15, 433, 27]
list-item: ● ಸಾಕ್ಷ್ಯಾಧಾರದ ನಿಖರವಾಗಿಸಲಿಕ್ಕೆ, ಆರೋಗ್ಯವನ್ನು ಹೇಳಿಕೆಗಳ ಆಧಾರದ ಮೇಲೆ ಮುಂದುವರಿಸಿ ಎಂದು ಹೇಳಿದ್ದಾರೆ.: [334, 332, 484, 367]
para: ಈಗಾಗಲೇ ರಕ್ತನ್ನು ಪರೀಕ್ಷೆಗೆ ಪಡೆಯಲಾಗಿದೆ. ಅಂಜಯೋಗ್ರಾಂ ಮಾಡಲು ಹಾಜರುಮಾಡಿಸಲು ಸಿದ್ಧತೆ ಮಾಡಿಕೊಳ್ಳಲಾಗಿದೆ.: [14, 291, 164, 324]
photo-scene: [808, 380, 1364, 585]
masthead-email: contact@sanjevani.com: [1260, 29, 1362, 41]
right-section: [501, 79, 1364, 954]
para: ಅಮೆರಿಕ ಮತ್ತು ಕೆನಡಾದ ಉಭಯ ಪ್ರಜೆಯಾಗಿರುವ 54 ವರ್ಷದ ಪನ್ಮೂನ್ ಅವರನ್ನು ಹೈ ರಿಪಬ್ಲಿಕ್ ಗಾಂಧಿ ಎಂದು ವಿವರಿಸುತ್ತ ಸಂಸ್ಥೆಯ ಮೇಲೆ ದಾಳಿಗೆ ಯತ್ನ 2024ರ ಜೂನ್ ನಿಂದ ಆತ ಬ್ರಿಟನ್ ಜೈಲಿನಲ್ಲಿದ್ದಾರೆ.: [808, 337, 1081, 358]
youth-murder-columns: [14, 818, 321, 954]
masthead-kn-city: ಬೆಂಗಳೂರು: [39, 13, 71, 23]
article-pourakarmika: [675, 969, 1364, 1269]
para: ವಿಜಯಪುರ, ಫೆ.14– ಪೌರಕಾರ್ಮಿಕರು ಮಕ್ಕಳನ್ನು ಮುಖ್ಯವಾಗಿ ವಿದ್ಯಾವಂತರನ್ನಾಗಿ ಮಾಡಬೇಕು ಎಂದು ಹೇಳಿದರು.: [675, 1008, 898, 1029]
person: [730, 1180, 792, 1243]
person: [1075, 1180, 1137, 1243]
col-2: [174, 274, 324, 620]
list-item: ● ಈ–1 ಎಲ್ಲ ಮತ್ತು ಎ–5 ಬಸವರಾಜ್ ಅವರಿಂದ ಪರಿಶೀಲನೆ ಸಂಬಂಧ ದಾಖಲಾಗಿದ್ದು ಪ್ರಕರಣ ಸಂಬಂಧ ಮಾಹಿತಿ ನೀಡಲಾಗಿದೆ.: [334, 538, 484, 573]
masthead: [14, 8, 1364, 49]
article-children-headline-2: ಬೀಲಗಳಾಗಬಾರದು: [994, 655, 1178, 689]
masthead-city: Sanjevani, Bangalore: [147, 15, 253, 27]
rule: [501, 118, 1364, 119]
rule: [14, 813, 321, 814]
para: ಅಂಗಾಂಗಗಳನ್ನು ಹೊಂದಿರುವ ತಿರುವನಂತಪುರಕ್ಕೆ ವಿಮಾನ ಮತ್ತು ಮೂಲಕ ಆ್ಯಂಬುಲೆನ್ಸ್ ಮೂಲಕ ತಲುಪಿಸಿ ರೋಗಿಗೆ ಜೀವದಾನ ಮಾಡಲಾಗಿದೆ.: [501, 549, 641, 581]
para: ಅಧಿಕಾರಿಗಳು ತಿಳಿಸಿದ್ದಾರೆ.: [174, 275, 238, 285]
logo-dot-icon: [794, 18, 814, 38]
col-3: [339, 1013, 492, 1260]
list-item: ● ಹತ್ಯೆಗಳ ಮುನ್ನ ಆರೋಪಿಗಳ ಬಗ್ಗೆ ಅವರಿಂದಲೇ ಮಾಹಿತಿ ಸಂಗ್ರಹ ನಡೆಸಲಾಗಿದೆ.: [174, 452, 324, 475]
masthead-divider: [133, 12, 134, 39]
para: ಅವರು,ಪಢಾಕಲು ಸಂಬಂಧಿಸಿದಂತೆ ಸ್ಥಳೀಯ ಅಧಿಕಾರಿಗಳೊಂದಿಗೆ ಸಂಪರ್ಕದಲ್ಲಿದ್ದೇವೆ ಎಂದು ಹೇಳಿದ್ದಾರೆ.: [14, 123, 164, 145]
col-3: [334, 123, 484, 225]
col-byrathi-overflow: [331, 627, 484, 955]
photo-rathayatre: [177, 1013, 330, 1188]
para: ಆತನ ಅಂಗಾಂಗಗಳನ್ನು ಕಾಮ್ಯದಿಂದ, ಎಷ್ಟೊಂದೆ ಸ್ಥಿತಿಗಳನ್ನು ಸರಿಯಾದ ಜೀವಕೋಶಗಳನ್ನು, ಕಿಡ್ನಿಗಳನ್ನು, ಮತ್ತು ಪಿತ್ತಜನಕಾಂಗ ಜೀವಂತವಾಗಿ ಬದಲಾಯಿಸಲು ಅವಕಾಶ ಮಾಡಿಕೊಡಲಾಗಿದೆ.: [501, 498, 641, 542]
para: ಸಂಜೆ ಭದ್ರತಾ ಸರ್ಕಾರ ಬಳಿ ಶಿವರಾತ್ರಿಯ ಮೊದಲ ದರ್ಶನಕ್ಕೆ ಅವಕಾಶ ಸಿಗಲಿದೆ. ಈ ಸಂದರ್ಭದಲ್ಲಿ ಗೌರವಾರ್ಪಣೆ ಸಮಾರಂಭ ನಡೆಯಲಿದೆ ಎಂದು ಹೇಳಿದ್ದಾರೆ.: [176, 1221, 329, 1254]
para: ತುರ್ತು ಪ್ರತಿಕ್ರಿಯೆಗೆ ಪ್ರಮುಖ ಅಭ್ಯುದಯ ಕಾರ್ಯನಿರ್ವಹಿಸಿ ನಿರೀಕ್ಷಿಸಿದೆ. ಈ ಪ್ರದೇಶದಲ್ಲಿ ನೈಸರ್ಗಿಕ ವಿಕೋಪಗಳು ಮತ್ತು ಕಾರ್ಯಾಚರಣೆಗೆ ಆಸಕ್ತಿ ಸಂದರ್ಭಗಳಲ್ಲಿ ಭಾರತೀಯ ಸಂಪರ್ಕ ಸಾಧನೆಯ ಪರಿಹಾರ ಕಾರ್ಯಾಚರಣೆಗಳನ್ನು ಸುಲಭಗೊಳಿಸುತ್ತದೆ.: [501, 123, 666, 168]
list-item: ★ ಅಸ್ಸಾಂನಲ್ಲಿ ವಿವಿಧ ಅಭಿವೃದ್ಧಿ ಕಾಮಗಾರಿಗೆ ಚಾಲನೆ: [1025, 123, 1190, 135]
rathayatre-col2-text: [177, 1193, 330, 1255]
masthead-logo: [746, 12, 862, 43]
para: 1919 ರ ಬ್ಯಾಂಡಿಟ್ ಕ್ರಾಂತಿಯ ನಂತರ ಈ ದೇಶದಲ್ಲಿ ನಡೆದ ಅತ್ಯಂತ ನಾಟಕೀಯ ಕ್ರಾಂತಿಗಳ್ಳಿ ಕೆಲವು ಪ್ರದರ್ಶನಗಳ ಆಗುವುದು ಗುರುತಿಸಲಾಗಿದೆ. ಯುವ ಸರ್ಕಾರ ನ್ಯಾಯವನ್ನು ನೀತ್ಯತ್ತ ಹತ್ತಿರ ಪಡೆಯುವುದನ್ನು ಸ್ಥ್ಯಾಪಿಸುವುದನ್ನು ಸರ್ಕಾರ ಕೇಳಿದೆ. ತಲುಪಲು ಸಾಧ್ಯವಾಗದಿದ್ದರೆ ಧೋರಣೆ ಮೇಲೆ ದಾಳಿ ಮಾಡುವುದನ್ನು ಬೆದರಿಕೆ ಹಾಕಲಿದ್ದಾರೆ.: [501, 374, 791, 407]
para: ಸೇಕಾತ ಸಂದರಗಳ್ಳಿ, ಸುಮಾರು 3,030 ಕೋಟಿ ರೂ. ವೆಚ್ಚದಲ್ಲಿ ನಿರ್ಮಿಸಲಾಗಿರುವ ಎಕ್ಸ್‌ಪ್ರೆಸ್‌ವೇ ಮತ್ತು ಸಂಪರ್ಕ ರಸ್ತೆಗಳನ್ನು ಗುವಾಹಟಿಯೊಂದಿಗೆ ಸಂಪರ್ಕ ಹೆಚ್ಚಿಸುತ್ತದೆ.: [675, 123, 841, 156]
france-body: [501, 329, 791, 408]
rule: [14, 667, 321, 668]
person: [1247, 1182, 1309, 1243]
rathayatre-columns: [14, 1013, 654, 1260]
rule: [14, 269, 484, 270]
para: ಶಾಲೆಯಲ್ಲಿ ಮಾಡುತ್ತಿರುವ ಮಾನವೀಯತೆ ಕೆಲಸಗಳನ್ನು ಎಲ್ಲಾ ಶಿಕ್ಷಕರು ಒಗ್ಗೂಡಿಸಿ ಬೆಂಬಲ ನೀಡಿ ಎಂದರು. ಶಿಕ್ಷಕರು ಮಕ್ಕಳ ಮೇಲೆ ವಿಶೇಷ ಗಮನ ಹರಿಸಿ ಎಂದು ಹೇಳಿದರು.: [996, 767, 1176, 800]
article-organ-donation-headline: ಅಂಗಾಂಗ ದಾನ: [586, 419, 706, 447]
list-item: ● ಖಾಲಿ ಹುದ್ದೆಗಳ ನೇಮಕಾತಿ.: [14, 708, 321, 720]
para: ಈ ಎಲ್ಲಾ ಪ್ರಶ್ನೆಗಳು ಕಾರಣಗಳ ಹಿನ್ನೆಲೆಯಲ್ಲಿ ಬೈರತಿ ಬಸವರಾಜ್ ಅವರನ್ನು ಸಿಬಿಐ ಅಧಿಕಾರಿಗಳು ಪ್ರಶ್ನಿಸಿದ್ದಾರೆ.: [330, 627, 484, 649]
col-2: [174, 123, 324, 225]
col-1: [501, 260, 791, 288]
photo-school-award-caption: ವಿಜಯಪುರ ಜಿಲ್ಲೆಯ ಸರ್ಕಾರ ಮಾಡಿದ ಹೆಣ್ಣು ಮಕ್ಕಳ ಶಾಲೆಯಲ್ಲಿ ಹಮ್ಮಿಕೊಳ್ಳಲಾದ 2025–26ನೇ ಸಾಲಿನ ರಾಷ್ಟ್ರೀಯ ಶಿಕ್ಷಣ ಸಪ್ತಾಹ ಪ್ರಶಸ್ತಿ ಕಾರ್ಯಕ್ರಮದಲ್ಲಿ ಮತ್ತು ಅತಿಥಿಗಳಿಗೆ ಭಾಗವಹಿಸಿದ್ದು ಬೆಂಗಳೂರು ಅಂತರಾಷ್ಟ್ರೀಯ ವಿಮಾನ ನಿಲ್ದಾಣದ ಶ್ರೇಷ್ಠ ಸಂದೇಶವನ್ನು ಕೇಶವಮೂರ್ತಿ ಅವರ ಕೃತಕ ಶಿಕ್ಷಣದಾಣಿ ಅಲಂಕಾರ ಕಾರ್ಯಗಳನ್ನು ಸನ್ಮಾನಿಸಲಾಯಿತು.: [808, 588, 1364, 609]
person: [875, 445, 914, 572]
photo-pourakarmika-caption: ವಿಜಯಪುರ ಜಿಲ್ಲೆಯ ಪುರಸ್ಕಾರ ಕಾರ್ಯಕ್ರಮದಲ್ಲಿ ಪೌರ ಕಾರ್ಮಿಕರಿಗೆ ಆದಿಶಂಕರರು ಅರ್ಪಿಸಿ ಶಾಸಕರ ಶಿವದಲ್ಲಿ ಪುರಸ್ಕಾರ ಮಹಾಧಿಕಾರಿ ಸನ್ಮಾನಾರಂಭ ಮಾತನಾಡಿದರು.: [675, 1258, 1062, 1268]
para: ಸುಮಾರು 7 ನಿಮಿಷಗಳವರೆಗೆ ಕಡಿಮೆ ಮಾಡುತ್ತದೆ ಎಂದು ಪ್ರಧಾನಮಂತ್ರಿಗಳು ಹೇಳಿದರು.: [850, 123, 1015, 145]
right-lower-left: [501, 231, 791, 880]
logo-text-left: ಸಂಜೆ: [746, 12, 791, 41]
para: ಸಂಗ್ರಹಿಸಲಾಗಿದೆ.: [334, 275, 377, 285]
para: ಆರೋಗ್ಯವನ್ನು ನ್ಯಾಯಾಲಯಕ್ಕೆ ಹಾಜರುಪಡಿಸಿದ ವೇಳೆ ಇಡಿ ಅಧಿಕಾರಿಗಳಿಂದ ಆದ ಸಿಬ್ಬಂದಿಯನ್ನು ಬಂಧನದಲ್ಲಿ ಇಟ್ಟುಕೊಳ್ಳಲು ಕಸ್ಟಡಿಗೆ ಪಡೆಯಲು 9 ಪ್ರಮುಖ ವ್ಯಕ್ತಿಗಳನ್ನು ನ್ಯಾಯಾಲಯಕ್ಕೆ ಸಿಬಿಡಿ ಅಧಿಕಾರಿಗಳು ಮಾಹಿತಿ ನೀಡಿದೆ.: [172, 819, 321, 863]
person: [1008, 445, 1047, 572]
article-saketh-columns: [14, 123, 484, 225]
para: ರೋಗಿಗಳಿಗೆ ಪ್ರತ್ಯಕ್ಷ ಪ್ರಯೋಜನ ಆಗುವ ರೀತಿಯಲ್ಲಿ ಅಂಗಾಂಗ ದಾನದ ಅಗತ್ಯವನ್ನು ತಿಳಿಸಲಾಗಿದೆ.: [501, 616, 641, 637]
masthead-left: [16, 9, 433, 42]
masthead-ad-contact: ಬೆಂಗಳೂರು | ಜಾಹೀರಾತುಗಳ ಸಂಪರ್ಕಿಸಿ - 94498 71825: [1176, 14, 1362, 25]
logo: [746, 12, 862, 43]
